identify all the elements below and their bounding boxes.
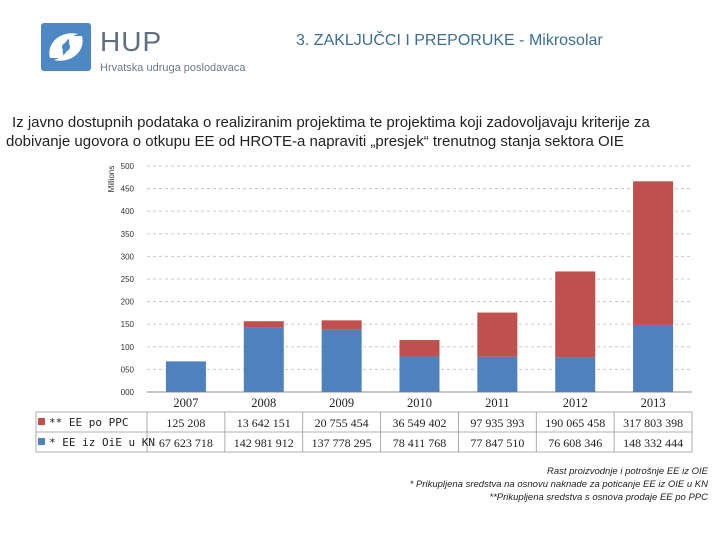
legend-label-oie: * EE iz OiE u KN — [49, 436, 155, 449]
legend-key-oie — [38, 438, 45, 445]
bar-ee-oie-2008 — [244, 327, 284, 392]
y-tick-label: 450 — [120, 184, 134, 194]
x-tick-label: 2010 — [407, 396, 432, 410]
bar-ee-oie-2012 — [555, 357, 595, 392]
y-tick-label: 500 — [120, 162, 134, 171]
x-tick-label: 2007 — [173, 396, 199, 410]
note-line-2: * Prikupljena sredstva na osnovu naknade za poticanje EE iz OIE u KN — [409, 479, 708, 490]
note-line-1: Rast proizvodnje i potrošnje EE iz OIE — [546, 466, 708, 477]
bar-ee-ppc-2012 — [555, 271, 595, 357]
y-tick-label: 250 — [120, 275, 134, 284]
table-cell-ppc: 13 642 151 — [236, 416, 291, 430]
hup-logo-icon — [40, 22, 92, 72]
y-tick-label: 400 — [120, 207, 134, 217]
y-tick-label: 050 — [120, 365, 134, 375]
legend-key-ppc — [38, 418, 45, 425]
slide-title: 3. ZAKLJUČCI I PREPORUKE - Mikrosolar — [296, 32, 603, 49]
stacked-bar-chart — [0, 150, 720, 455]
table-cell-ppc: 317 803 398 — [623, 416, 684, 430]
table-cell-ppc: 36 549 402 — [392, 416, 447, 430]
chart-notes — [410, 465, 708, 504]
bar-ee-ppc-2011 — [477, 313, 517, 357]
table-cell-oie: 137 778 295 — [311, 436, 372, 450]
y-tick-label: 000 — [120, 388, 134, 397]
bar-ee-ppc-2009 — [322, 320, 362, 329]
bar-ee-oie-2009 — [322, 330, 362, 392]
table-cell-oie: 76 608 346 — [548, 436, 603, 450]
hup-logo — [40, 22, 260, 78]
bar-ee-ppc-2010 — [400, 340, 440, 357]
legend-label-ppc: ** EE po PPC — [49, 416, 129, 429]
table-cell-oie: 78 411 768 — [392, 436, 447, 450]
y-tick-label: 150 — [120, 320, 134, 330]
table-cell-ppc: 125 208 — [166, 416, 206, 430]
bar-ee-oie-2007 — [166, 361, 206, 392]
logo-title: HUP — [100, 26, 163, 57]
bar-ee-ppc-2008 — [244, 321, 284, 327]
y-tick-label: 350 — [120, 229, 134, 239]
table-cell-ppc: 97 935 393 — [470, 416, 525, 430]
bar-ee-oie-2013 — [633, 325, 673, 392]
x-tick-label: 2009 — [329, 396, 355, 410]
table-cell-oie: 77 847 510 — [470, 436, 525, 450]
y-tick-label: 200 — [120, 297, 134, 307]
intro-text — [6, 113, 718, 151]
intro-line-2: dobivanje ugovora o otkupu EE od HROTE-a napraviti „presjek“ trenutnog stanja sektora OIE — [6, 133, 624, 150]
logo-subtitle: Hrvatska udruga poslodavaca — [100, 62, 246, 74]
y-axis-label: Millions — [107, 165, 116, 193]
table-cell-oie: 67 623 718 — [158, 436, 213, 450]
note-line-3: **Prikupljena sredstva s osnova prodaje EE po PPC — [489, 492, 708, 503]
x-tick-label: 2011 — [485, 396, 510, 410]
bar-ee-oie-2010 — [400, 357, 440, 392]
x-tick-label: 2013 — [640, 396, 666, 410]
y-tick-label: 300 — [120, 252, 134, 262]
y-tick-label: 100 — [120, 342, 134, 352]
bar-ee-ppc-2013 — [633, 181, 673, 325]
table-cell-ppc: 20 755 454 — [314, 416, 369, 430]
table-cell-oie: 148 332 444 — [623, 436, 684, 450]
x-tick-label: 2008 — [251, 396, 277, 410]
x-tick-label: 2012 — [562, 396, 588, 410]
intro-line-1: Iz javno dostupnih podataka o realiziranim projektima te projektima koji zadovoljavaju kriterije za — [12, 114, 650, 131]
table-cell-oie: 142 981 912 — [233, 436, 294, 450]
table-cell-ppc: 190 065 458 — [545, 416, 606, 430]
bar-ee-oie-2011 — [477, 357, 517, 392]
